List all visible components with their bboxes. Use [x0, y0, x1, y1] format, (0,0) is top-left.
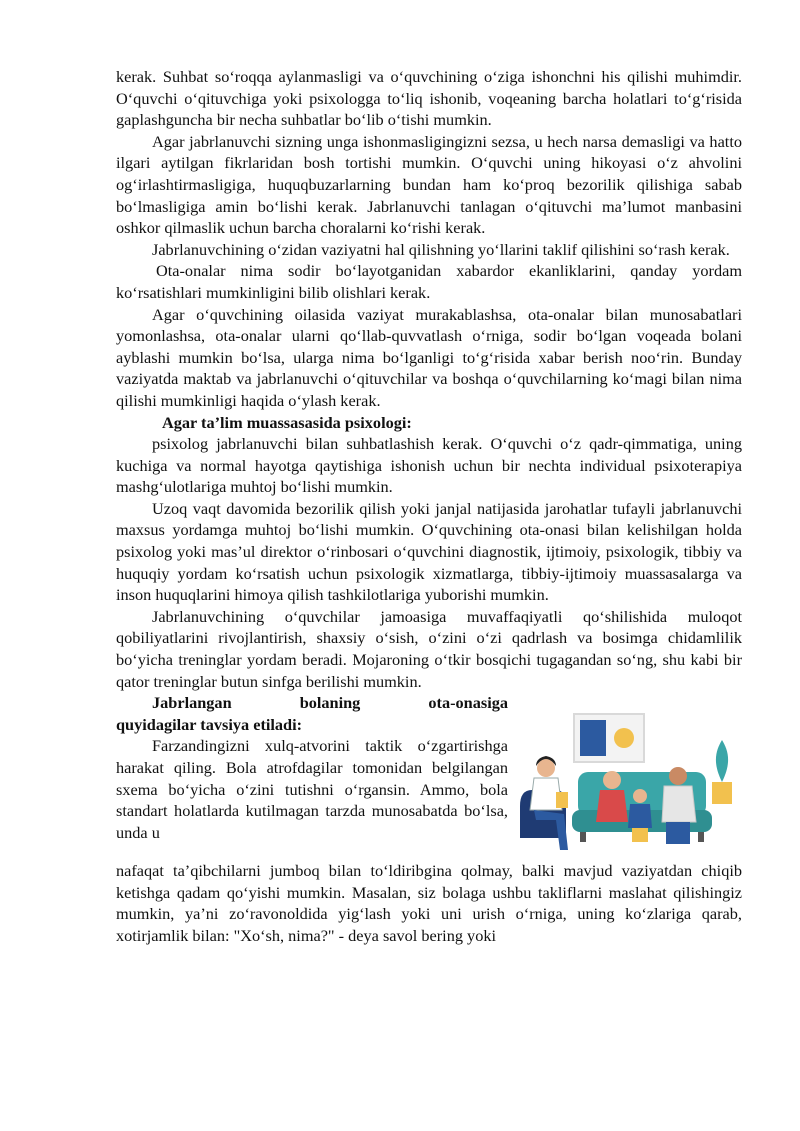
sofa-leg-left	[580, 832, 586, 842]
heading-parents-line1: Jabrlangan bolaning ota-onasiga	[152, 693, 508, 713]
recommendation-section	[116, 692, 742, 860]
mother-body	[596, 790, 628, 822]
father-legs	[666, 822, 690, 844]
paragraph-distrust: Agar jabrlanuvchi sizning unga ishonmasligingizni sezsa, u hech narsa demasligi va hatto ilgari aytilgan fikrlaridan bosh tortishi mumkin. O‘quvchi uning hikoyasi o‘z ahvolini og‘irlashtirmasligiga, huquqbuzarlarning bundan ham ko‘proq bezorilik qilishiga sabab bo‘lmasligiga amin bo‘lishi kerak. Jabrlanuvchi tanlagan o‘qituvchi ma’lumot manbasini oshkor qilmaslik uchun barcha choralarni ko‘rishi kerak.	[116, 131, 742, 238]
sofa-leg-right	[698, 832, 704, 842]
paragraph-trainings: Jabrlanuvchining o‘quvchilar jamoasiga muvaffaqiyatli qo‘shilishida muloqot qobiliyatlarini rivojlantirish, shaxsiy o‘sish, o‘zini o‘zi qadrlash va bosimga chidamlilik bo‘yicha treninglar yordam beradi. Mojaroning o‘tkir bosqichi tugagandan so‘ng, shu kabi bir qator treninglar butun sinfga berilishi mumkin.	[116, 606, 742, 691]
child-head	[633, 789, 647, 803]
plant-pot	[712, 782, 732, 804]
plant-leaves	[716, 740, 728, 782]
paragraph-behavior-change: Farzandingizni xulq-atvorini taktik o‘zgartirishga harakat qiling. Bola atrofdagilar tomonidan belgilangan sxema bo‘yicha o‘zini tutishni o‘rgansin. Ammo, bola standart holatlarda kutilmagan tarzda munosabatda bo‘lsa, unda u	[116, 736, 508, 842]
paragraph-example-advice: nafaqat ta’qibchilarni jumboq bilan to‘ldiribgina qolmay, balki mavjud vaziyatdan chiqib ketishga qadam qo‘yishi mumkin. Masalan, siz bolaga ushbu takliflarni maslahat qilishingiz mumkin, ya’ni zo‘ravonoldida yig‘lash yoki uni urish o‘rniga, uning ko‘zlariga qarab, xotirjamlik bilan: "Xo‘sh, nima?" - deya savol bering yoki	[116, 861, 742, 945]
father-body	[662, 786, 696, 822]
mother-head	[603, 771, 621, 789]
paragraph-family-situation: Agar o‘quvchining oilasida vaziyat murakablashsa, ota-onalar bilan munosabatlari yomonlashsa, ota-onalar ularni qo‘llab-quvvatlash o‘rniga, sodir bo‘lgan voqeada bolani ayblashi mumkin bo‘lsa, ularga nima bo‘lganligi to‘g‘risida xabar berish noo‘rin. Bunday vaziyatda maktab va jabrlanuvchi o‘qituvchilar va boshqa o‘quvchilarning ko‘magi bilan nima qilishi mumkinligi haqida o‘ylash kerak.	[116, 304, 742, 410]
heading-parents	[116, 692, 508, 735]
paragraph-continuation: kerak. Suhbat so‘roqqa aylanmasligi va o‘quvchining o‘ziga ishonchni his qilishi muhimdir. O‘quvchi o‘qituvchiga yoki psixologga to‘liq ishonib, voqeaning barcha holatlari to‘g‘risida gaplashguncha bir necha suhbatlar bo‘lib o‘tishi mumkin.	[116, 67, 742, 130]
child-legs	[632, 828, 648, 842]
paragraph-ask-victim: Jabrlanuvchining o‘zidan vaziyatni hal qilishning yo‘llarini taklif qilishini so‘rash kerak.	[152, 239, 730, 259]
document-page	[116, 66, 742, 947]
therapist-clipboard	[556, 792, 568, 808]
wall-picture-shape-yellow	[614, 728, 634, 748]
heading-psychologist: Agar ta’lim muassasasida psixologi:	[162, 412, 412, 432]
family-counseling-illustration	[516, 710, 742, 860]
paragraph-special-help: Uzoq vaqt davomida bezorilik qilish yoki janjal natijasida jarohatlar tufayli jabrlanuvchi maxsus yordamga muhtoj bo‘lishi mumkin. O‘quvchining ota-onasi bilan kelishilgan holda psixolog yoki mas’ul direktor o‘rinbosari o‘quvchini diagnostik, ijtimoiy, psixologik, tibbiy va huquqiy yordam ko‘rsatish uchun psixologik xizmatlarga, tibbiy-ijtimoiy muassasalarga va inson huquqlarini himoya qilish tashkilotlariga yuborishi mumkin.	[116, 498, 742, 605]
paragraph-psychologist-talk: psixolog jabrlanuvchi bilan suhbatlashish kerak. O‘quvchi o‘z qadr-qimmatiga, uning kuchiga va normal hayotga qaytishiga ishonish uchun bir nechta individual psixoterapiya mashg‘ulotlariga muhtoj bo‘lishi mumkin.	[116, 434, 742, 497]
paragraph-parents-informed: Ota-onalar nima sodir bo‘layotganidan xabardor ekanliklarini, qanday yordam ko‘rsatishlari mumkinligini bilib olishlari kerak.	[116, 261, 742, 302]
recommendation-text	[116, 692, 508, 843]
child-body	[628, 804, 652, 828]
father-head	[669, 767, 687, 785]
heading-parents-line2: quyidagilar tavsiya etiladi:	[116, 714, 303, 734]
wall-picture-shape-blue	[580, 720, 606, 756]
